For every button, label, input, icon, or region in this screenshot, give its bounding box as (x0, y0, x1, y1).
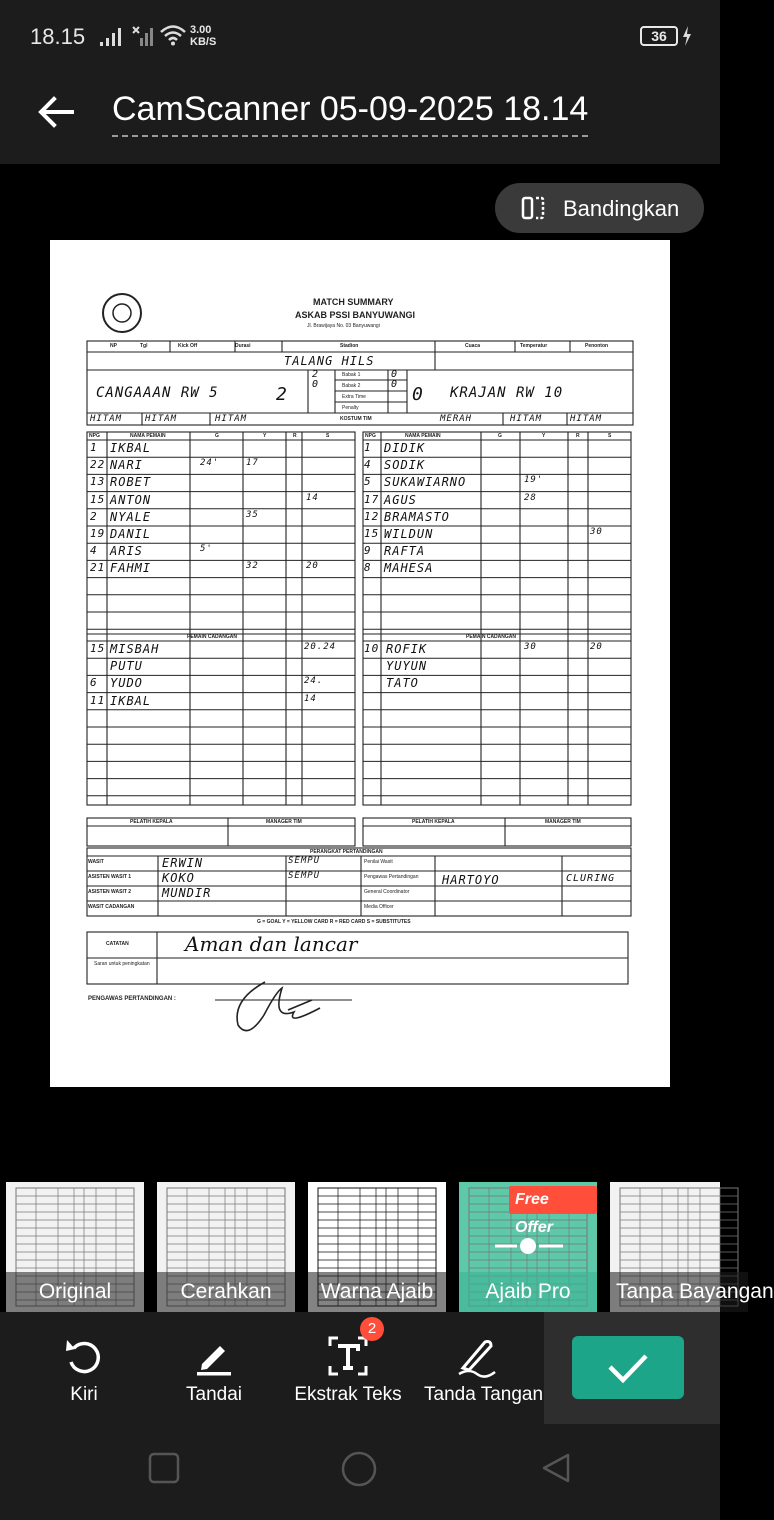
away-player-name: BRAMASTO (384, 509, 450, 524)
info-header: Temperatur (520, 343, 548, 349)
back-nav-icon[interactable] (540, 1452, 572, 1484)
recent-apps-icon[interactable] (148, 1452, 180, 1484)
away-sub-no: 10 (364, 642, 380, 655)
signature-icon (455, 1334, 499, 1378)
away-column-header: R (576, 433, 580, 439)
away-kit: MERAH (440, 414, 473, 424)
filter-label: Ajaib Pro (459, 1272, 597, 1312)
away-player-name: DIDIK (384, 441, 426, 455)
rotate-left-button[interactable] (14, 1312, 154, 1424)
info-header: Kick Off (178, 343, 198, 349)
home-player-goal: 5' (200, 544, 213, 555)
filter-label: Original (6, 1272, 144, 1312)
officials-label: PERANGKAT PERTANDINGAN (310, 849, 383, 855)
home-kit: HITAM (215, 414, 248, 424)
away-column-header: NPG (365, 433, 376, 439)
tool-label: Ekstrak Teks (294, 1384, 402, 1405)
away-player-name: SODIK (384, 458, 426, 473)
away-sub-yellow: 30 (524, 642, 537, 652)
info-header: Tgl (140, 343, 148, 349)
away-column-header: G (498, 433, 502, 439)
rotate-left-icon (62, 1334, 106, 1378)
battery-icon: 36 (640, 26, 678, 46)
info-header: Cuaca (465, 343, 481, 349)
doc-title: MATCH SUMMARY (313, 297, 394, 307)
home-player-name: NARI (110, 458, 143, 473)
home-kit: HITAM (145, 414, 178, 424)
mark-button[interactable] (144, 1312, 284, 1424)
bottom-toolbar (0, 1312, 720, 1424)
signature-button[interactable] (410, 1312, 544, 1424)
compare-button[interactable] (495, 183, 704, 233)
filter-label: Cerahkan (157, 1272, 295, 1312)
home-player-no: 2 (90, 509, 98, 523)
home-column-header: NPG (89, 433, 100, 439)
filter-label: Tanpa Bayangan (610, 1272, 748, 1312)
away-player-no: 17 (364, 492, 380, 506)
babak-label: Penalty (342, 405, 359, 411)
babak-label: Babak 1 (342, 372, 361, 378)
away-player-sub: 30 (590, 527, 603, 537)
babak-home-score: 2 (312, 369, 320, 380)
pencil-icon (192, 1334, 236, 1378)
home-score: 2 (276, 384, 288, 405)
system-nav-bar (0, 1424, 720, 1520)
home-player-yellow: 32 (246, 561, 259, 572)
away-sub-minute: 20 (590, 642, 603, 652)
away-coach-label: PELATIH KEPALA (412, 819, 455, 825)
pengawas-name: HARTOYO (442, 873, 500, 887)
away-player-no: 4 (364, 458, 372, 472)
filter-tanpa-bayangan[interactable] (610, 1182, 774, 1312)
away-kit: HITAM (570, 414, 603, 424)
wifi-icon (160, 24, 186, 46)
home-column-header: Y (263, 433, 267, 439)
away-player-name: MAHESA (384, 561, 434, 576)
signal-icon (100, 26, 126, 46)
pengawas-label: PENGAWAS PERTANDINGAN : (88, 996, 176, 1002)
home-coach-label: PELATIH KEPALA (130, 819, 173, 825)
home-player-name: IKBAL (110, 441, 152, 455)
home-sub-no: 6 (90, 676, 98, 690)
away-column-header: Y (542, 433, 546, 439)
checkmark-icon (572, 1336, 684, 1399)
home-sub-no: 11 (90, 693, 106, 707)
home-sub-minute: 14 (304, 693, 317, 704)
kostum-label: KOSTUM TIM (340, 416, 372, 422)
away-subs-label: PEMAIN CADANGAN (466, 634, 516, 640)
status-time: 18.15 (30, 24, 86, 49)
official-role: WASIT CADANGAN (88, 904, 135, 910)
catatan-text: Aman dan lancar (185, 932, 358, 956)
extract-badge: 2 (360, 1317, 384, 1341)
info-header: Stadion (340, 343, 359, 349)
home-manager-label: MANAGER TIM (266, 819, 302, 825)
info-header: NP (110, 343, 117, 349)
network-speed: 3.00 KB/S (190, 24, 217, 48)
home-player-no: 15 (90, 492, 106, 506)
home-player-no: 4 (90, 544, 98, 558)
away-player-no: 15 (364, 527, 380, 540)
away-player-no: 9 (364, 544, 372, 558)
away-player-name: WILDUN (384, 527, 434, 541)
home-kit: HITAM (90, 414, 123, 424)
home-player-no: 19 (90, 527, 106, 540)
tool-label: Tandai (186, 1384, 242, 1405)
away-column-header: NAMA PEMAIN (405, 433, 441, 439)
home-player-name: NYALE (110, 509, 152, 524)
official-role-right: Media Officer (364, 904, 394, 910)
home-sub-name: IKBAL (110, 693, 152, 708)
babak-away-score: 0 (391, 369, 399, 380)
stadium: TALANG HILS (284, 354, 375, 368)
home-player-name: FAHMI (110, 561, 152, 576)
home-player-yellow: 17 (246, 458, 259, 469)
official-name: ERWIN (162, 856, 204, 870)
free-offer-badge: Free Offer (509, 1186, 597, 1214)
away-score: 0 (412, 384, 424, 405)
saran-label: Saran untuk peningkatan (94, 961, 150, 967)
filter-warna-ajaib[interactable] (308, 1182, 446, 1312)
home-player-sub: 14 (306, 492, 319, 503)
home-sub-minute: 20.24 (304, 642, 337, 652)
official-origin: SEMPU (288, 856, 321, 866)
doc-org: ASKAB PSSI BANYUWANGI (295, 310, 416, 320)
away-kit: HITAM (510, 414, 543, 424)
home-player-yellow: 35 (246, 509, 259, 520)
compare-icon (519, 195, 547, 221)
tool-label: Tanda Tangan (424, 1384, 544, 1405)
filter-original[interactable] (6, 1182, 144, 1312)
home-sub-minute: 24. (304, 676, 324, 687)
away-player-no: 12 (364, 509, 380, 523)
official-role-right: General Coordinator (364, 889, 410, 895)
home-player-no: 13 (90, 475, 106, 489)
official-name: KOKO (162, 871, 195, 885)
away-player-no: 1 (364, 441, 372, 454)
away-player-name: RAFTA (384, 544, 426, 559)
home-sub-name: YUDO (110, 676, 143, 691)
filter-ajaib-pro[interactable] (459, 1182, 597, 1312)
official-role: ASISTEN WASIT 2 (88, 889, 132, 895)
confirm-area (544, 1312, 720, 1424)
babak-label: Extra Time (342, 394, 366, 400)
away-player-no: 5 (364, 475, 372, 489)
home-team: CANGAAAN RW 5 (96, 385, 219, 401)
home-player-goal: 24' (200, 458, 220, 469)
back-button[interactable] (32, 88, 80, 136)
babak-label: Babak 2 (342, 383, 361, 389)
away-sub-name: TATO (386, 676, 419, 691)
official-role-right: Pengawas Pertandingan (364, 874, 419, 880)
pengawas-origin: CLURING (566, 873, 616, 884)
home-column-header: NAMA PEMAIN (130, 433, 166, 439)
home-player-name: ROBET (110, 475, 152, 490)
extract-text-button[interactable] (278, 1312, 418, 1424)
player-rows (87, 457, 631, 796)
document-title[interactable]: CamScanner 05-09-2025 18.14 (112, 90, 588, 137)
home-player-sub: 20 (306, 561, 319, 572)
home-player-no: 1 (90, 441, 98, 454)
compare-label: Bandingkan (563, 196, 680, 221)
away-sub-name: ROFIK (386, 642, 428, 656)
filter-strip (0, 1178, 774, 1312)
confirm-button[interactable] (572, 1336, 684, 1399)
away-player-yellow: 19' (524, 475, 544, 486)
home-player-name: ANTON (110, 492, 152, 507)
home-player-no: 21 (90, 561, 106, 575)
babak-home-score: 0 (312, 379, 320, 390)
home-column-header: G (215, 433, 219, 439)
status-bar (0, 0, 720, 72)
extract-text-icon (326, 1334, 370, 1378)
app-header (0, 72, 720, 164)
away-player-yellow: 28 (524, 492, 537, 503)
home-player-no: 22 (90, 458, 106, 472)
home-subs-label: PEMAIN CADANGAN (187, 634, 237, 640)
catatan-label: CATATAN (106, 941, 129, 947)
home-icon[interactable] (340, 1450, 378, 1488)
info-header: Penonton (585, 343, 609, 349)
babak-away-score: 0 (391, 379, 399, 390)
home-sub-no: 15 (90, 642, 106, 655)
arrow-left-icon (32, 88, 80, 136)
home-column-header: S (326, 433, 330, 439)
filter-cerahkan[interactable] (157, 1182, 295, 1312)
official-role: ASISTEN WASIT 1 (88, 874, 132, 880)
home-player-name: DANIL (110, 527, 152, 541)
away-column-header: S (608, 433, 612, 439)
away-player-name: SUKAWIARNO (384, 475, 467, 490)
home-sub-name: PUTU (110, 659, 143, 674)
away-manager-label: MANAGER TIM (545, 819, 581, 825)
legend: G = GOAL Y = YELLOW CARD R = RED CARD S = SUBSTITUTES (257, 919, 411, 925)
home-column-header: R (293, 433, 297, 439)
info-header: Durasi (235, 343, 251, 349)
signal-no-service-icon (132, 26, 156, 46)
home-sub-name: MISBAH (110, 642, 160, 656)
scanned-document (50, 240, 670, 1087)
official-role: WASIT (88, 859, 104, 865)
filter-label: Warna Ajaib (308, 1272, 446, 1312)
official-role-right: Penilai Wasit (364, 859, 393, 865)
away-sub-name: YUYUN (386, 659, 428, 674)
official-origin: SEMPU (288, 871, 321, 881)
official-name: MUNDIR (162, 886, 212, 900)
charging-icon (682, 26, 692, 46)
doc-address: Jl. Brawijaya No. 03 Banyuwangi (307, 323, 380, 329)
away-player-no: 8 (364, 561, 372, 575)
away-team: KRAJAN RW 10 (450, 385, 564, 401)
tool-label: Kiri (70, 1384, 98, 1405)
away-player-name: AGUS (384, 492, 417, 507)
home-player-name: ARIS (110, 544, 143, 559)
